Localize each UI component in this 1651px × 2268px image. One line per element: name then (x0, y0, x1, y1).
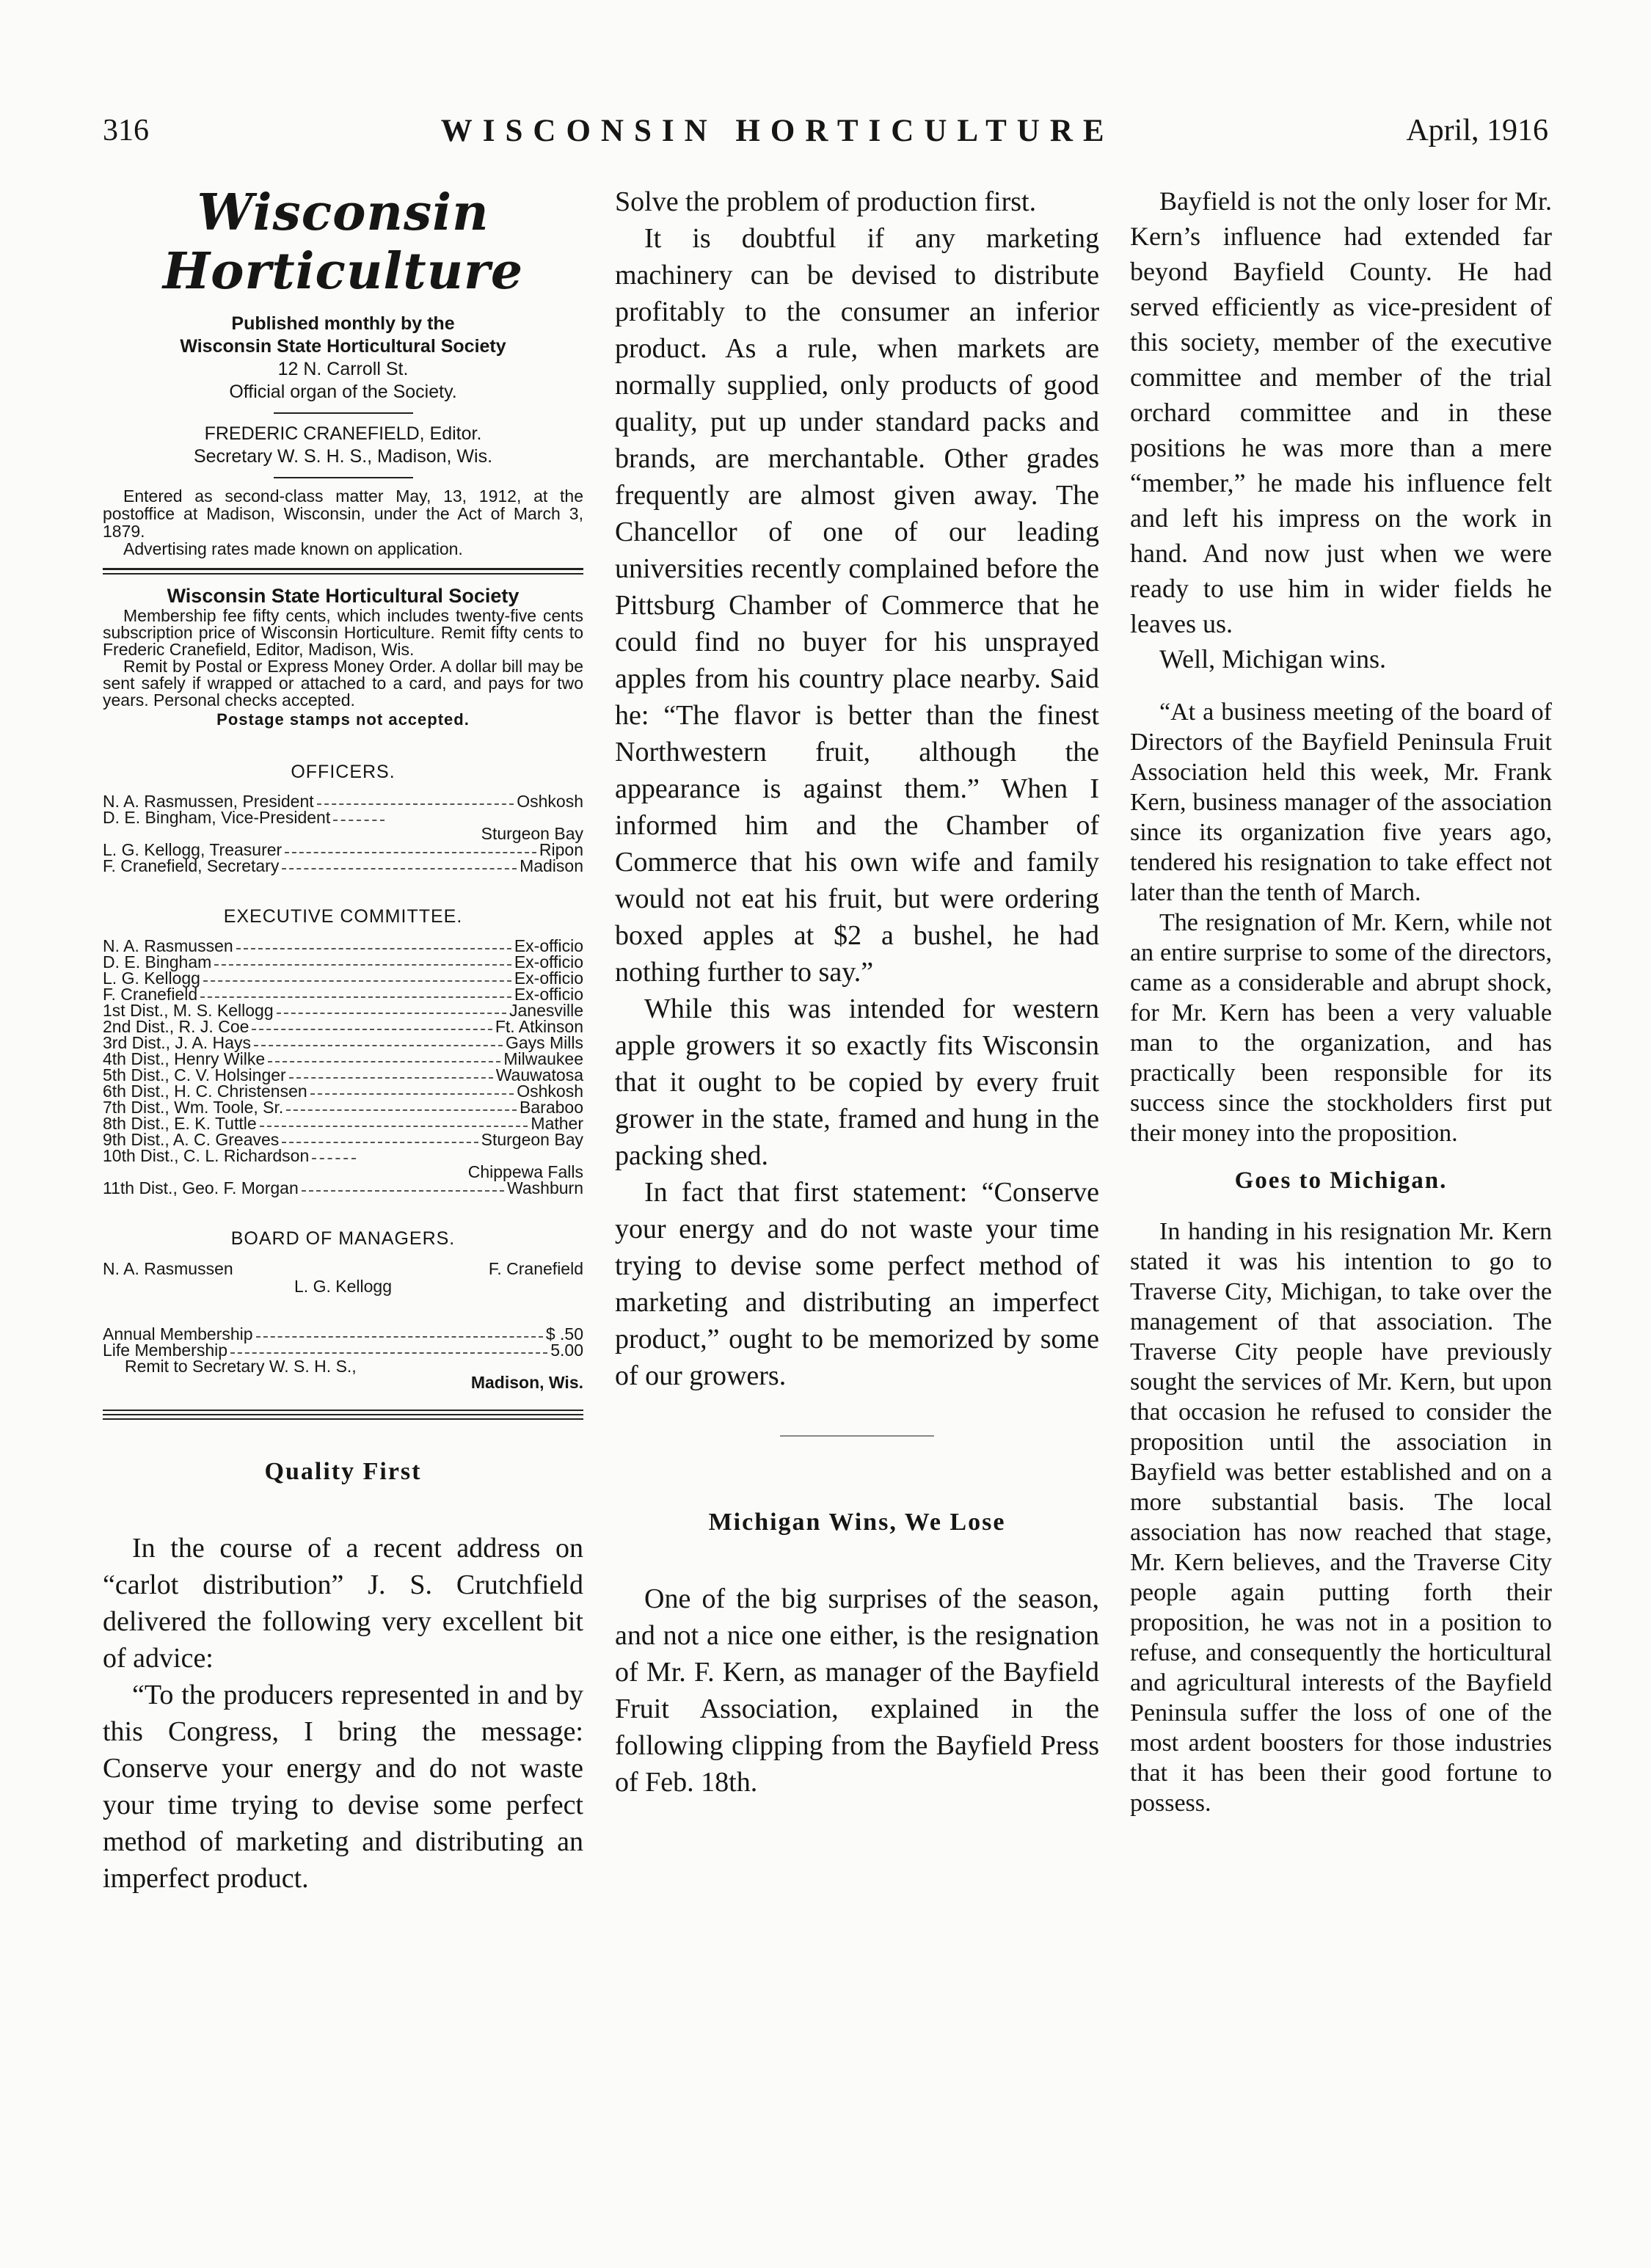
quality-first-body (103, 1530, 583, 1897)
executive-row: 4th Dist., Henry Wilke Milwaukee (103, 1049, 583, 1068)
masthead-title: Wisconsin Horticulture (162, 183, 524, 301)
article-title-quality-first: Quality First (264, 1458, 422, 1485)
masthead-secretary: Secretary W. S. H. S., Madison, Wis. (193, 446, 493, 467)
advertising-note: Advertising rates made known on application. (123, 539, 463, 558)
paragraph: In the course of a recent address on “carlot distribution” J. S. Crutchfield delivered the following very excellent bit of advice: (103, 1533, 583, 1674)
officer-row: L. G. Kellogg, Treasurer Ripon (103, 840, 583, 859)
managers-title: BOARD OF MANAGERS. (230, 1228, 456, 1249)
clipping-paragraph: The resignation of Mr. Kern, while not an entire surprise to some of the directors, came as a considerable and abrupt shock, for Mr. Kern has been a very valuable man to the organization, and has practically been responsible for its success since the stockholders first put their money into the proposition. (1130, 909, 1552, 1147)
divider (780, 1435, 934, 1437)
officers-list (103, 793, 583, 874)
page-number: 316 (103, 114, 149, 147)
issue-date: April, 1916 (1406, 114, 1548, 147)
executive-row: 10th Dist., C. L. Richardson (103, 1148, 583, 1164)
paragraph: One of the big surprises of the season, and not a nice one either, is the resignation of Mr. F. Kern, as manager of the Bayfield Fruit Association, explained in the following clipping from the Bayfield Press of Feb. 18th. (615, 1583, 1099, 1798)
society-box (103, 585, 583, 729)
double-rule (103, 568, 583, 575)
masthead-address: 12 N. Carroll St. (277, 359, 409, 379)
divider (274, 477, 413, 478)
membership-text: Membership fee fifty cents, which includes twenty-five cents subscription price of Wisconsin Horticulture. Remit fifty cents to Frederic Cranefield, Editor, Madison, Wis. (103, 606, 583, 659)
executive-row: 2nd Dist., R. J. Coe Ft. Atkinson (103, 1017, 583, 1036)
executive-row-continued: Chippewa Falls (467, 1162, 583, 1181)
manager-center: L. G. Kellogg (294, 1277, 392, 1296)
executive-row: 5th Dist., C. V. Holsinger Wauwatosa (103, 1065, 583, 1084)
masthead-society: Wisconsin State Horticultural Society (180, 336, 506, 357)
paragraph: Well, Michigan wins. (1159, 644, 1387, 674)
michigan-wins-body (615, 1580, 1099, 1801)
goes-to-michigan-body (1130, 1217, 1552, 1818)
membership-remit-place: Madison, Wis. (470, 1373, 583, 1392)
paragraph: “To the producers represented in and by this Congress, I bring the message: Conserve your energy and do not waste your time trying to devise some perfect method of marketing and distributing an imperfect product. (103, 1680, 583, 1894)
column-left (103, 183, 583, 1897)
paragraph: In fact that first statement: “Conserve your energy and do not waste your time trying to devise some perfect method of marketing and distributing an imperfect product,” ought to be memorized by some of our growers. (615, 1177, 1099, 1391)
divider (274, 412, 413, 414)
article-title-michigan-wins: Michigan Wins, We Lose (708, 1509, 1006, 1536)
manager-left: N. A. Rasmussen (103, 1259, 233, 1278)
masthead-published: Published monthly by the (231, 313, 455, 334)
executive-row: 1st Dist., M. S. Kellogg Janesville (103, 1001, 583, 1020)
managers-row (103, 1260, 583, 1277)
running-head (103, 109, 1548, 153)
officer-row: D. E. Bingham, Vice-President (103, 809, 583, 825)
paragraph: In handing in his resignation Mr. Kern stated it was his intention to go to Traverse City, Michigan, to take over the management of that association. The Traverse City people have previously sought the services of Mr. Kern, but upon that occasion he refused to consider the proposition until the association in Bayfield was better established and on a more substantial basis. The local association has now reached that stage, Mr. Kern believes, and the Traverse City people again putting forth their proposition, he was not in a position to refuse, and consequently the horticultural and agricultural interests of the Bayfield Peninsula suffer the loss of one of the most ardent boosters for those industries that it has been their good fortune to possess. (1130, 1218, 1552, 1817)
executive-row: 6th Dist., H. C. Christensen Oshkosh (103, 1082, 583, 1101)
postage-note: Postage stamps not accepted. (216, 710, 470, 729)
paragraph: While this was intended for western apple growers it so exactly fits Wisconsin that it ought to be copied by every fruit grower in the state, framed and hung in the packing shed. (615, 993, 1099, 1171)
paragraph: Solve the problem of production first. (615, 186, 1037, 217)
executive-title: EXECUTIVE COMMITTEE. (223, 906, 463, 927)
officer-row-continued: Sturgeon Bay (481, 824, 583, 843)
society-title: Wisconsin State Horticultural Society (167, 585, 520, 607)
triple-rule (103, 1410, 583, 1420)
executive-row: 9th Dist., A. C. Greaves Sturgeon Bay (103, 1130, 583, 1149)
membership-row: Life Membership 5.00 (103, 1341, 583, 1360)
officer-row: F. Cranefield, Secretary Madison (103, 856, 583, 875)
executive-row: 7th Dist., Wm. Toole, Sr. Baraboo (103, 1098, 583, 1117)
journal-title: WISCONSIN HORTICULTURE (440, 113, 1115, 148)
column-right (1130, 183, 1552, 1818)
executive-row: 3rd Dist., J. A. Hays Gays Mills (103, 1033, 583, 1052)
paragraph: Bayfield is not the only loser for Mr. Kern’s influence had extended far beyond Bayfield County. He had served efficiently as vice-president of this society, member of the executive committee and member of the trial orchard committee and in these positions he was more than a mere “member,” he made his influence felt and left his impress on the work in hand. And now just when we were ready to use him in wider fields he leaves us. (1130, 186, 1552, 638)
executive-row: N. A. Rasmussen Ex-officio (103, 936, 583, 955)
entry-note-text: Entered as second-class matter May, 13, 1912, at the postoffice at Madison, Wisconsin, under the Act of March 3, 1879. (103, 486, 583, 541)
masthead-editor: FREDERIC CRANEFIELD, Editor. (204, 423, 482, 444)
executive-row: 11th Dist., Geo. F. Morgan Washburn (103, 1178, 583, 1197)
officers-title: OFFICERS. (291, 762, 396, 782)
executive-row: 8th Dist., E. K. Tuttle Mather (103, 1114, 583, 1133)
column-middle (615, 183, 1099, 1801)
officer-row: N. A. Rasmussen, President Oshkosh (103, 792, 583, 811)
membership-block (103, 1326, 583, 1390)
clipping-paragraph: “At a business meeting of the board of Directors of the Bayfield Peninsula Fruit Association held this week, Mr. Frank Kern, business manager of the association since its organization five years ago, tendered his resignation to take effect not later than the tenth of March. (1130, 699, 1552, 906)
executive-list (103, 938, 583, 1196)
membership-row: Annual Membership $ .50 (103, 1324, 583, 1343)
executive-row: F. Cranefield Ex-officio (103, 985, 583, 1004)
remit-text: Remit by Postal or Express Money Order. A dollar bill may be sent safely if wrapped or attached to a card, and pays for two years. Personal checks accepted. (103, 657, 583, 710)
entry-note (103, 487, 583, 558)
masthead-organ: Official organ of the Society. (229, 382, 457, 402)
michigan-wins-continued (1130, 183, 1552, 1148)
paragraph: It is doubtful if any marketing machinery can be devised to distribute profitably to the consumer an inferior product. As a rule, when markets are normally supplied, only products of good quality, put up under standard packs and brands, are merchantable. Other grades frequently are almost given away. The Chancellor of one of our leading universities recently complained before the Pittsburg Chamber of Commerce that he could find no buyer for his unsprayed apples from his country place nearby. Said he: “The flavor is better than the finest Northwestern fruit, although the appearance is against them.” When I informed him and the Chamber of Commerce that his own wife and family would not eat his fruit, but were ordering boxed apples at $2 a bushel, he had nothing further to say.” (615, 223, 1099, 988)
executive-row: D. E. Bingham Ex-officio (103, 952, 583, 971)
subheading-goes-to-michigan: Goes to Michigan. (1234, 1167, 1448, 1194)
executive-row: L. G. Kellogg Ex-officio (103, 969, 583, 988)
quality-first-continued (615, 183, 1099, 1394)
manager-right: F. Cranefield (488, 1259, 583, 1278)
membership-remit: Remit to Secretary W. S. H. S., (125, 1357, 357, 1376)
